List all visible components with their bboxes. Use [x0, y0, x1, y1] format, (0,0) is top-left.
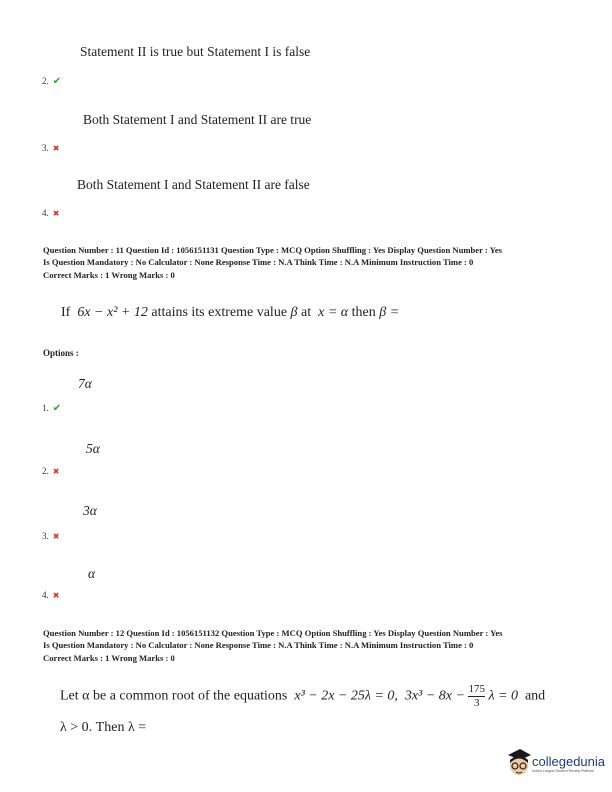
option-text: 3α — [83, 503, 97, 518]
meta-line: Is Question Mandatory : No Calculator : None Response Time : N.A Think Time : N.A Minimum Instruction Time : 0 — [43, 257, 474, 268]
option-index: 4. — [42, 590, 49, 600]
q-word: at — [301, 305, 312, 320]
question-meta — [43, 244, 502, 281]
question-meta — [43, 627, 503, 664]
q-expression: x³ − 2x − 25λ = 0, — [294, 688, 398, 704]
q-expression: 6x − x² + 12 — [77, 305, 148, 320]
cross-icon: ✖ — [52, 467, 60, 476]
option-index: 3. — [42, 143, 49, 153]
check-icon: ✔ — [52, 403, 62, 414]
q-symbol: β — [290, 305, 298, 320]
cross-icon: ✖ — [52, 591, 60, 600]
q-word: then — [351, 305, 376, 320]
fraction-denominator: 3 — [473, 697, 480, 709]
q-expression: β = — [379, 305, 400, 320]
option-text: 7α — [78, 376, 92, 391]
collegedunia-logo — [506, 748, 605, 778]
fraction — [468, 683, 485, 710]
option-text: Both Statement I and Statement II are true — [83, 112, 312, 127]
q-word: If — [61, 305, 71, 320]
cross-icon: ✖ — [52, 209, 60, 218]
option-text: Statement II is true but Statement I is false — [80, 44, 311, 59]
option-number — [42, 526, 59, 544]
cross-icon: ✖ — [52, 532, 60, 541]
logo-name: collegedunia — [532, 753, 606, 769]
option-number — [42, 203, 59, 221]
q-expression: x = α — [318, 305, 349, 320]
option-text: α — [88, 566, 96, 581]
option-number — [42, 461, 59, 479]
q-word: attains its extreme value — [151, 305, 288, 320]
option-index: 1. — [42, 403, 49, 413]
q-word: and — [524, 688, 546, 704]
mascot-icon — [506, 748, 532, 778]
q-expression: λ = 0 — [488, 688, 518, 704]
option-index: 4. — [42, 208, 49, 218]
option-index: 2. — [42, 466, 49, 476]
question-text — [61, 305, 399, 321]
meta-line: Is Question Mandatory : No Calculator : None Response Time : N.A Think Time : N.A Minimum Instruction Time : 0 — [43, 640, 474, 651]
question-text-line2: λ > 0. Then λ = — [60, 720, 147, 735]
check-icon: ✔ — [52, 76, 62, 87]
logo-tagline: India's Largest Student Review Platform — [532, 768, 595, 773]
options-label: Options : — [43, 348, 79, 358]
question-text — [60, 683, 545, 710]
option-number — [42, 398, 61, 416]
option-index: 2. — [42, 76, 49, 86]
meta-line: Correct Marks : 1 Wrong Marks : 0 — [43, 269, 175, 280]
meta-line: Correct Marks : 1 Wrong Marks : 0 — [43, 652, 175, 663]
cross-icon: ✖ — [52, 144, 60, 153]
option-text: Both Statement I and Statement II are false — [77, 177, 310, 192]
meta-line: Question Number : 11 Question Id : 1056151131 Question Type : MCQ Option Shuffling : Yes Display Question Number : Yes — [43, 245, 503, 255]
fraction-numerator: 175 — [468, 683, 485, 695]
q-expression: 3x³ − 8x − — [404, 688, 465, 704]
option-index: 3. — [42, 531, 49, 541]
option-text: 5α — [86, 441, 100, 456]
option-number — [42, 138, 59, 156]
meta-line: Question Number : 12 Question Id : 1056151132 Question Type : MCQ Option Shuffling : Yes Display Question Number : Yes — [43, 628, 503, 638]
q-word: Let α be a common root of the equations — [60, 688, 288, 704]
option-number — [42, 585, 59, 603]
option-number — [42, 71, 61, 89]
